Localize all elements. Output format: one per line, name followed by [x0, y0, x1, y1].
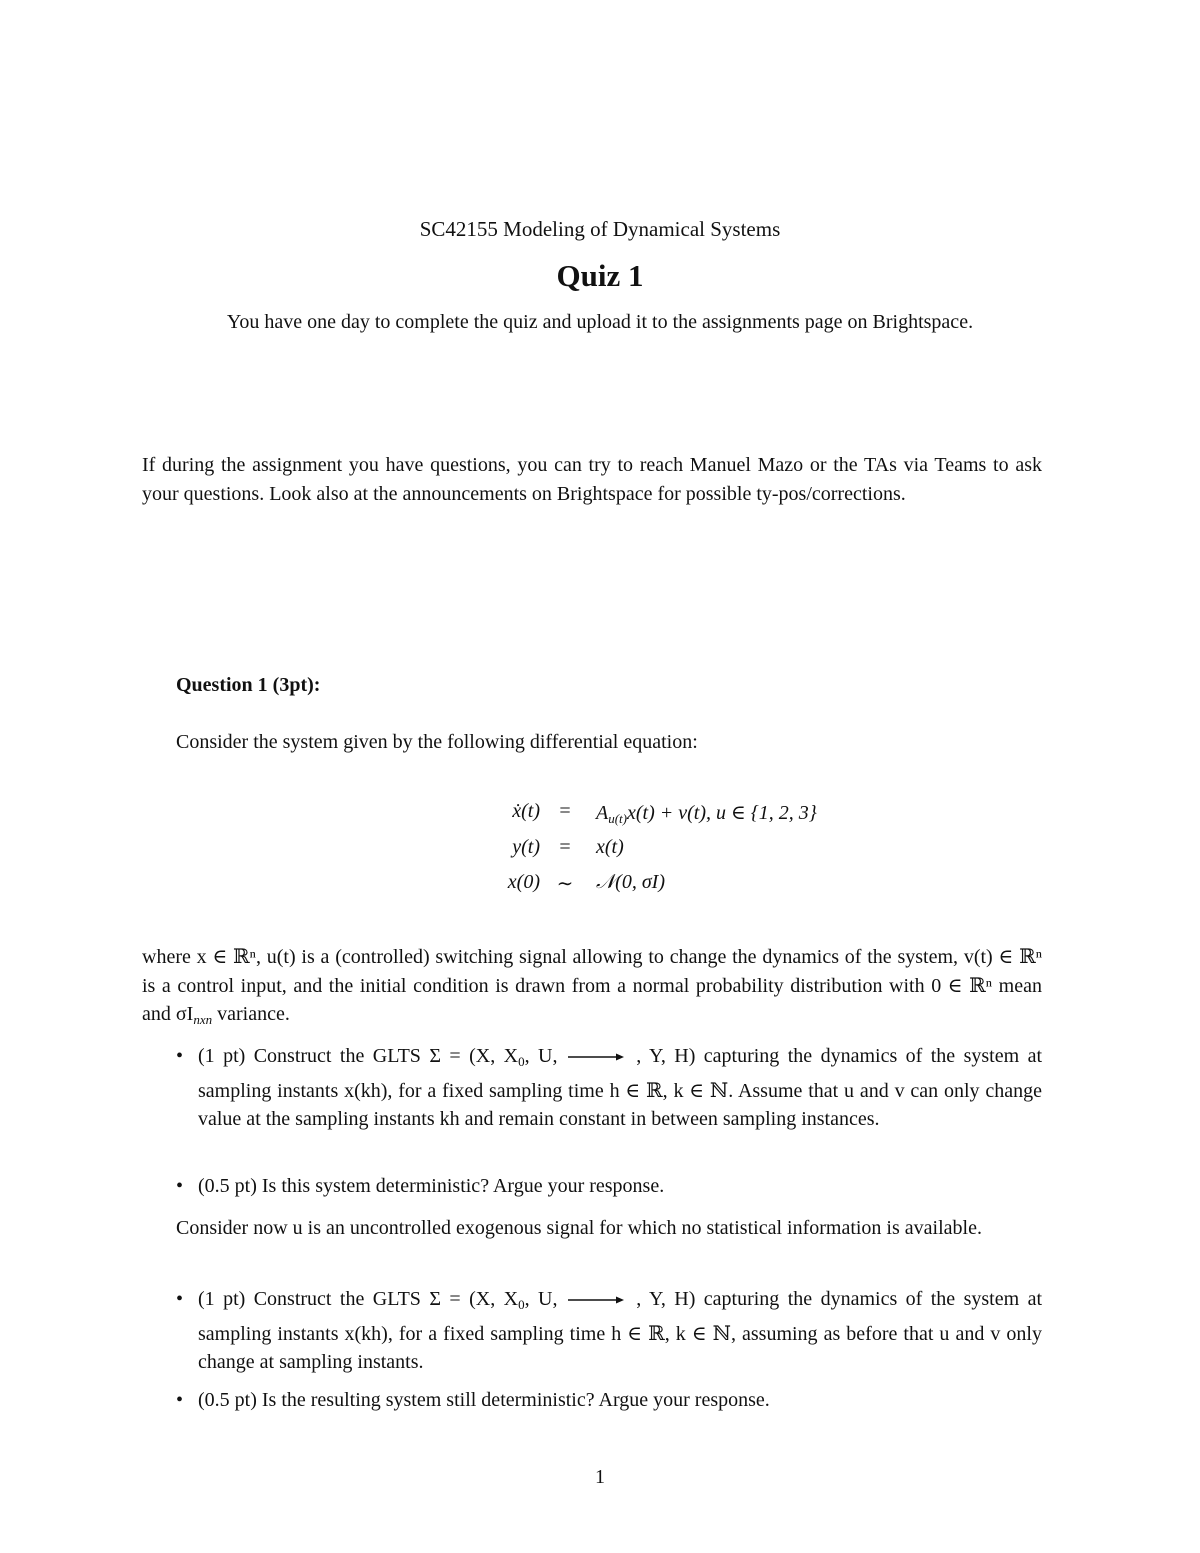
bullet-text: (0.5 pt) Is the resulting system still deterministic? Argue your response. — [198, 1389, 770, 1411]
where-text: where x ∈ ℝⁿ, u(t) is a (controlled) switching signal allowing to change the dynamics of the system, v(t) ∈ ℝⁿ is a control input, and the initial condition is drawn from a normal probability distribution with 0 ∈ ℝⁿ mean and σI — [142, 946, 1042, 1025]
now-paragraph: Consider now u is an uncontrolled exogenous signal for which no statistical information is available. — [176, 1217, 982, 1239]
equation-relation: = — [559, 836, 571, 858]
equation-row — [360, 800, 960, 830]
help-paragraph: If during the assignment you have questions, you can try to reach Manuel Mazo or the TAs via Teams to ask your questions. Look also at the announcements on Brightspace for possible ty-pos/corrections. — [142, 454, 1042, 505]
bullet-text-part: , U, — [524, 1288, 566, 1310]
where-paragraph — [142, 943, 1042, 1035]
question-heading: Question 1 (3pt): — [176, 674, 321, 696]
bullet-icon: • — [176, 1045, 184, 1067]
intro-line: You have one day to complete the quiz and upload it to the assignments page on Brightspace. — [226, 311, 974, 333]
course-title: SC42155 Modeling of Dynamical Systems — [419, 217, 781, 241]
bullet-text-part: , Y, H) capturing the dynamics of the system at sampling instants x(kh), for a fixed sampling time h ∈ ℝ, k ∈ ℕ. Assume that u and v can only change value at the sampling instants kh and remain constant in between sampling instances. — [198, 1045, 1043, 1130]
list-item — [176, 1172, 1042, 1201]
bullet-text — [198, 1285, 1042, 1377]
question-intro: Consider the system given by the following differential equation: — [176, 731, 698, 753]
transition-arrow-icon — [566, 1052, 628, 1062]
where-end: variance. — [212, 1003, 290, 1025]
equation-row — [360, 836, 960, 866]
equation-rhs: 𝒩(0, σI) — [596, 871, 666, 893]
bullet-text-part: (1 pt) Construct the GLTS Σ = (X, X — [198, 1045, 519, 1067]
bullet-text-part: (1 pt) Construct the GLTS Σ = (X, X — [198, 1288, 519, 1310]
equation-rhs-main: A — [596, 802, 609, 824]
equation-rhs: x(t) — [596, 836, 624, 858]
equation-rhs-rest: x(t) + v(t), u ∈ {1, 2, 3} — [627, 802, 817, 824]
list-item — [176, 1042, 1042, 1134]
equation-lhs: ẋ(t) — [512, 800, 540, 822]
bullet-text — [198, 1042, 1042, 1134]
bullet-icon: • — [176, 1288, 184, 1310]
transition-arrow-icon — [566, 1295, 628, 1305]
page-title: Quiz 1 — [556, 258, 644, 293]
equation-row — [360, 871, 960, 901]
bullet-text-part: , U, — [524, 1045, 566, 1067]
equation-relation: ∼ — [556, 873, 574, 895]
bullet-text: (0.5 pt) Is this system deterministic? Argue your response. — [198, 1175, 665, 1197]
where-subscript: nxn — [193, 1012, 213, 1027]
bullet-icon: • — [176, 1389, 184, 1411]
equation-relation: = — [559, 800, 571, 822]
bullet-text-part: , Y, H) capturing the dynamics of the system at sampling instants x(kh), for a fixed sampling time h ∈ ℝ, k ∈ ℕ, assuming as before that u and v only change at sampling instants. — [198, 1288, 1043, 1373]
list-item — [176, 1285, 1042, 1377]
bullet-subscript: 0 — [518, 1297, 525, 1312]
bullet-icon: • — [176, 1175, 184, 1197]
list-item — [176, 1386, 1042, 1415]
equation-lhs: y(t) — [512, 836, 540, 858]
bullet-subscript: 0 — [518, 1054, 525, 1069]
equation-rhs-sub: u(t) — [608, 811, 627, 826]
page-number: 1 — [595, 1466, 605, 1488]
equation-lhs: x(0) — [507, 871, 540, 893]
equation-rhs — [596, 800, 817, 827]
